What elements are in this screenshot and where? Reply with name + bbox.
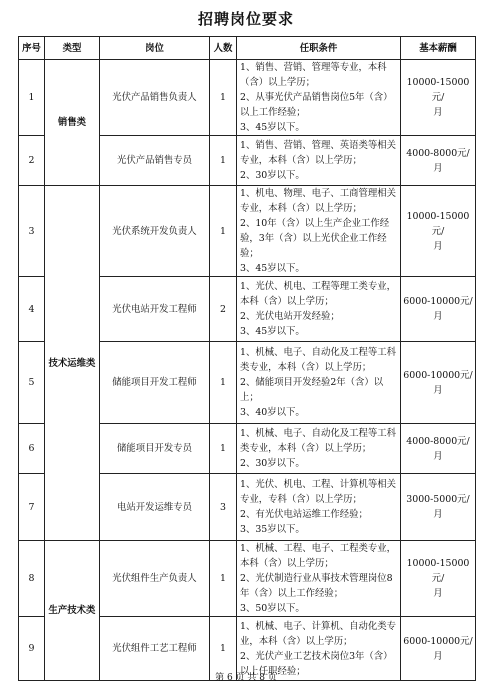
- header-seq: 序号: [19, 37, 45, 60]
- row-count: 1: [210, 617, 237, 681]
- header-position: 岗位: [100, 37, 210, 60]
- salary-line: 10000-15000元/: [406, 210, 470, 237]
- row-requirements: [237, 60, 401, 136]
- requirement-line: 2、10年（含）以上生产企业工作经验，3年（含）以上光伏企业工作经验；: [240, 218, 390, 259]
- row-count: 1: [210, 186, 237, 277]
- salary-line: 4000-8000元/月: [406, 147, 470, 174]
- requirement-line: 2、光伏制造行业从事技术管理岗位8年（含）以上工作经验；: [240, 573, 393, 599]
- row-position: 储能项目开发专员: [100, 424, 210, 474]
- row-position: 储能项目开发工程师: [100, 342, 210, 424]
- header-requirements: 任职条件: [237, 37, 401, 60]
- table-row: [19, 541, 476, 617]
- row-salary: [401, 186, 476, 277]
- row-requirements: [237, 541, 401, 617]
- requirement-line: 3、40岁以下。: [240, 407, 305, 418]
- row-salary: [401, 277, 476, 342]
- recruitment-table: [18, 36, 476, 681]
- row-count: 1: [210, 424, 237, 474]
- row-position: 光伏组件生产负责人: [100, 541, 210, 617]
- row-requirements: [237, 424, 401, 474]
- row-requirements: [237, 474, 401, 541]
- salary-line: 月: [433, 588, 443, 599]
- table-row: [19, 60, 476, 136]
- requirement-line: 2、30岁以下。: [240, 170, 305, 181]
- header-type: 类型: [45, 37, 100, 60]
- salary-line: 4000-8000元/月: [406, 435, 470, 462]
- salary-line: 6000-10000元/月: [403, 296, 473, 322]
- salary-line: 10000-15000元/: [406, 77, 470, 103]
- requirement-line: 1、机械、电子、自动化及工程等工科类专业，本科（含）以上学历；: [240, 428, 396, 454]
- row-position: 光伏电站开发工程师: [100, 277, 210, 342]
- salary-line: 月: [433, 240, 443, 252]
- header-row: [19, 37, 476, 60]
- requirement-line: 1、机电、物理、电子、工商管理相关专业，本科（含）以上学历；: [240, 188, 396, 214]
- row-count: 3: [210, 474, 237, 541]
- row-salary: [401, 541, 476, 617]
- requirement-line: 2、储能项目开发经验2年（含）以上；: [240, 377, 384, 403]
- row-count: 1: [210, 136, 237, 186]
- requirement-line: 3、50岁以下。: [240, 603, 305, 614]
- salary-line: 6000-10000元/月: [403, 369, 473, 396]
- row-requirements: [237, 342, 401, 424]
- row-salary: [401, 60, 476, 136]
- requirement-line: 1、光伏、机电、工程等理工类专业，本科（含）以上学历；: [240, 281, 396, 307]
- salary-line: 10000-15000元/: [406, 558, 470, 584]
- row-salary: [401, 424, 476, 474]
- category-cell: 销售类: [45, 60, 100, 186]
- salary-line: 3000-5000元/月: [406, 494, 470, 520]
- row-position: 光伏系统开发负责人: [100, 186, 210, 277]
- row-seq: 2: [19, 136, 45, 186]
- requirement-line: 1、光伏、机电、工程、计算机等相关专业，专科（含）以上学历；: [240, 479, 396, 505]
- requirement-line: 2、30岁以下。: [240, 458, 305, 469]
- requirement-line: 2、从事光伏产品销售岗位5年（含）以上工作经验；: [240, 92, 393, 118]
- row-seq: 3: [19, 186, 45, 277]
- row-requirements: [237, 277, 401, 342]
- row-count: 1: [210, 541, 237, 617]
- row-requirements: [237, 186, 401, 277]
- requirement-line: 1、机械、电子、自动化及工程等工科类专业，本科（含）以上学历；: [240, 347, 396, 373]
- header-salary: 基本薪酬: [401, 37, 476, 60]
- row-position: 光伏组件工艺工程师: [100, 617, 210, 681]
- row-position: 电站开发运维专员: [100, 474, 210, 541]
- row-position: 光伏产品销售专员: [100, 136, 210, 186]
- requirement-line: 3、45岁以下。: [240, 263, 305, 274]
- requirement-line: 1、销售、营销、管理等专业，本科（含）以上学历；: [240, 62, 387, 88]
- row-seq: 1: [19, 60, 45, 136]
- requirement-line: 2、有光伏电站运维工作经验；: [240, 509, 368, 520]
- row-seq: 5: [19, 342, 45, 424]
- requirement-line: 2、光伏电站开发经验；: [240, 311, 340, 322]
- row-count: 1: [210, 60, 237, 136]
- row-salary: [401, 342, 476, 424]
- row-seq: 4: [19, 277, 45, 342]
- row-count: 1: [210, 342, 237, 424]
- row-requirements: [237, 136, 401, 186]
- row-salary: [401, 136, 476, 186]
- page-title: 招聘岗位要求: [197, 10, 294, 28]
- table-row: [19, 186, 476, 277]
- salary-line: 6000-10000元/月: [403, 635, 473, 662]
- requirement-line: 3、45岁以下。: [240, 122, 305, 133]
- requirement-line: 3、35岁以下。: [240, 524, 305, 535]
- row-position: 光伏产品销售负责人: [100, 60, 210, 136]
- page-footer: 第 6 页 共 8 页: [215, 673, 277, 683]
- requirement-line: 1、机械、电子、计算机、自动化类专业，本科（含）以上学历；: [240, 620, 396, 647]
- row-seq: 6: [19, 424, 45, 474]
- salary-line: 月: [433, 107, 443, 118]
- row-seq: 7: [19, 474, 45, 541]
- row-seq: 8: [19, 541, 45, 617]
- requirement-line: 2、光伏产业工艺技术岗位3年（含）以上任职经验；: [240, 650, 393, 677]
- row-salary: [401, 474, 476, 541]
- row-seq: 9: [19, 617, 45, 681]
- requirement-line: 3、45岁以下。: [240, 326, 305, 337]
- row-count: 2: [210, 277, 237, 342]
- requirement-line: 1、机械、工程、电子、工程类专业，本科（含）以上学历；: [240, 543, 396, 569]
- category-cell: 生产技术类: [45, 541, 100, 681]
- category-cell: 技术运维类: [45, 186, 100, 541]
- requirement-line: 1、销售、营销、管理、英语类等相关专业，本科（含）以上学历；: [240, 140, 396, 166]
- header-count: 人数: [210, 37, 237, 60]
